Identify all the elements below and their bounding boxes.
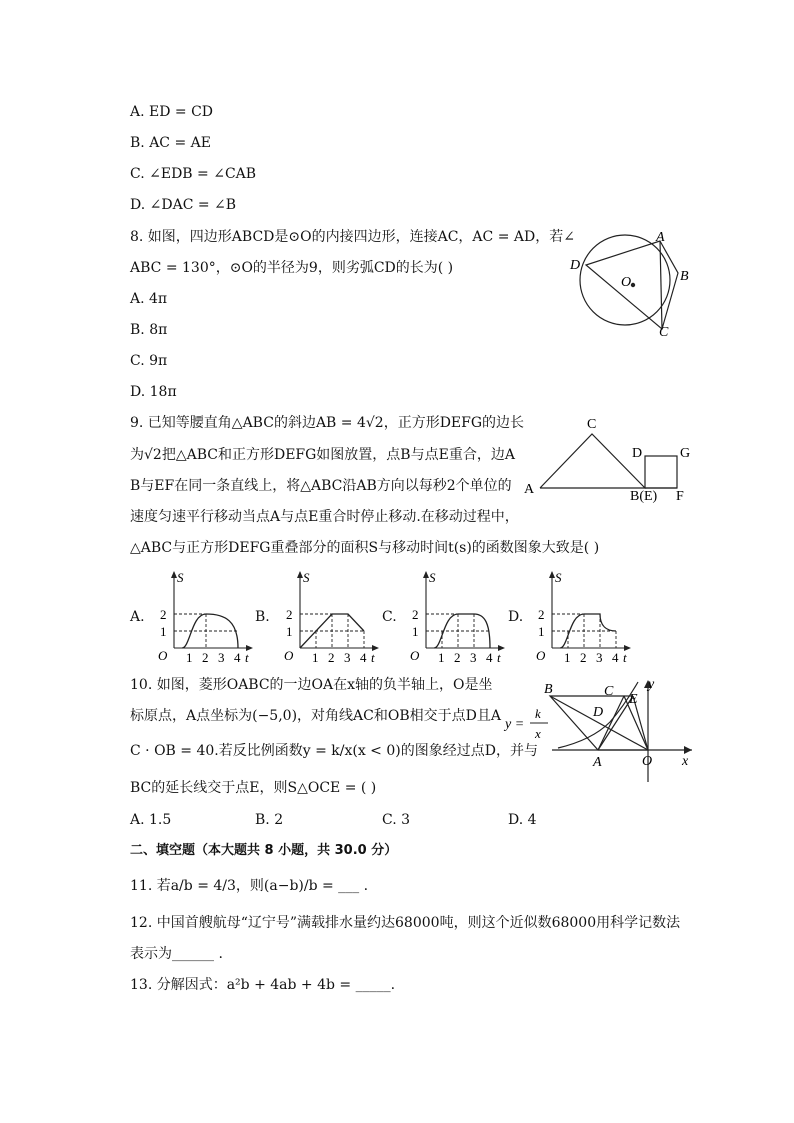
q9-label-f: F xyxy=(676,489,684,504)
q8-circle-figure xyxy=(565,228,700,343)
q9-graph-c-ytick-2: 2 xyxy=(412,607,419,622)
q9-graph-a-ytick-1: 1 xyxy=(160,624,167,639)
q9-graph-c-xtick-3: 3 xyxy=(470,650,477,665)
q10-label-o: O xyxy=(642,754,653,769)
q9-graph-a-origin: O xyxy=(158,648,168,663)
section-2-heading: 二、填空题（本大题共 8 小题，共 30.0 分） xyxy=(130,843,398,858)
q7-option-c: C. ∠EDB = ∠CAB xyxy=(130,166,257,182)
q12-stem-line1: 12. 中国首艘航母“辽宁号”满载排水量约达68000吨，则这个近似数68000用科学记数法 xyxy=(130,915,681,931)
q9-graph-a-xtick-4: 4 xyxy=(234,650,241,665)
q9-label-a: A xyxy=(524,482,535,497)
q9-graph-a-xtick-2: 2 xyxy=(202,650,209,665)
q9-graph-c-xtick-2: 2 xyxy=(454,650,461,665)
q9-graph-d-ytick-1: 1 xyxy=(538,624,545,639)
q9-choice-d-letter: D. xyxy=(508,609,524,625)
q9-graph-d-origin: O xyxy=(536,648,546,663)
q10-option-d: D. 4 xyxy=(508,812,537,828)
q9-graph-c-xtick-1: 1 xyxy=(438,650,445,665)
q10-label-a: A xyxy=(593,755,602,770)
q7-option-d: D. ∠DAC = ∠B xyxy=(130,197,237,213)
q8-stem-line2: ABC = 130°，⊙O的半径为9，则劣弧CD的长为( ) xyxy=(130,260,454,276)
q9-choice-c-letter: C. xyxy=(382,609,397,625)
q9-stem-line4: 速度匀速平行移动当点A与点E重合时停止移动.在移动过程中， xyxy=(130,509,519,525)
q9-graph-b-xtick-1: 1 xyxy=(312,650,319,665)
q12-stem-line2: 表示为______ . xyxy=(130,946,223,962)
q9-graph-b-xtick-3: 3 xyxy=(344,650,351,665)
q9-label-be: B(E) xyxy=(630,489,658,504)
q9-graph-b-s-label: S xyxy=(303,570,310,585)
q9-choice-a-letter: A. xyxy=(130,609,145,625)
q8-option-b: B. 8π xyxy=(130,322,168,338)
q8-label-b: B xyxy=(680,269,689,284)
q10-label-e: E xyxy=(629,692,638,707)
q9-graph-c-origin: O xyxy=(410,648,420,663)
q8-label-a: A xyxy=(656,230,665,245)
q9-graph-c-xtick-4: 4 xyxy=(486,650,493,665)
q10-stem-line4: BC的延长线交于点E，则S△OCE = ( ) xyxy=(130,780,377,796)
q9-graph-a-ytick-2: 2 xyxy=(160,607,167,622)
q10-option-b: B. 2 xyxy=(255,812,284,828)
q9-graph-b-ytick-1: 1 xyxy=(286,624,293,639)
q9-graph-a-xtick-3: 3 xyxy=(218,650,225,665)
q8-option-d: D. 18π xyxy=(130,384,177,400)
q9-graph-b xyxy=(278,566,386,666)
q9-graph-b-xtick-2: 2 xyxy=(328,650,335,665)
q9-label-c: C xyxy=(587,417,597,432)
q9-graph-c-s-label: S xyxy=(429,570,436,585)
q8-option-c: C. 9π xyxy=(130,353,168,369)
q10-func-num: k xyxy=(535,706,541,721)
q10-func-lhs: y = xyxy=(505,717,525,732)
q9-graph-c xyxy=(404,566,512,666)
q10-label-d: D xyxy=(593,705,604,720)
q9-graph-d-xtick-1: 1 xyxy=(564,650,571,665)
q9-stem-line3: B与EF在同一条直线上，将△ABC沿AB方向以每秒2个单位的 xyxy=(130,478,512,494)
q9-graph-b-origin: O xyxy=(284,648,294,663)
q9-triangle-figure xyxy=(520,412,700,504)
q7-option-a: A. ED = CD xyxy=(130,104,214,120)
q10-option-a: A. 1.5 xyxy=(130,812,172,828)
q9-label-d: D xyxy=(632,446,643,461)
q10-rhombus-figure xyxy=(502,672,698,784)
q11-stem: 11. 若a/b = 4/3，则(a−b)/b = ___ . xyxy=(130,878,369,894)
q9-graph-c-ytick-1: 1 xyxy=(412,624,419,639)
q10-label-x: x xyxy=(682,754,689,769)
q7-option-b: B. AC = AE xyxy=(130,135,211,151)
q9-stem-line1: 9. 已知等腰直角△ABC的斜边AB = 4√2，正方形DEFG的边长 xyxy=(130,415,525,431)
q8-option-a: A. 4π xyxy=(130,291,168,307)
q9-graph-d xyxy=(530,566,638,666)
q9-graph-d-xtick-4: 4 xyxy=(612,650,619,665)
q10-func-den: x xyxy=(535,726,541,741)
q9-graph-d-ytick-2: 2 xyxy=(538,607,545,622)
q9-graph-b-t-label: t xyxy=(371,650,375,665)
q10-label-y: y xyxy=(648,677,655,692)
q8-label-o: O xyxy=(621,275,632,290)
q9-stem-line2: 为√2把△ABC和正方形DEFG如图放置，点B与点E重合，边A xyxy=(130,447,515,463)
q9-label-g: G xyxy=(680,446,691,461)
q9-graph-a xyxy=(152,566,260,666)
q10-stem-line1: 10. 如图，菱形OABC的一边OA在x轴的负半轴上，O是坐 xyxy=(130,677,493,693)
q13-stem: 13. 分解因式：a²b + 4ab + 4b = _____. xyxy=(130,977,396,993)
q9-graph-b-xtick-4: 4 xyxy=(360,650,367,665)
q8-label-d: D xyxy=(570,258,581,273)
q9-graph-d-xtick-2: 2 xyxy=(580,650,587,665)
q10-label-b: B xyxy=(544,682,553,697)
q9-graph-c-t-label: t xyxy=(497,650,501,665)
q10-stem-line3: C · OB = 40.若反比例函数y = k/x(x < 0)的图象经过点D，并与 xyxy=(130,743,538,759)
q9-stem-line5: △ABC与正方形DEFG重叠部分的面积S与移动时间t(s)的函数图象大致是( ) xyxy=(130,540,600,556)
q9-graph-d-s-label: S xyxy=(555,570,562,585)
q9-graph-d-xtick-3: 3 xyxy=(596,650,603,665)
q9-graph-a-s-label: S xyxy=(177,570,184,585)
q9-graph-a-t-label: t xyxy=(245,650,249,665)
q9-choice-b-letter: B. xyxy=(255,609,270,625)
q9-graph-a-xtick-1: 1 xyxy=(186,650,193,665)
q8-stem-line1: 8. 如图，四边形ABCD是⊙O的内接四边形，连接AC，AC = AD，若∠ xyxy=(130,229,575,245)
q10-stem-line2: 标原点，A点坐标为(−5,0)，对角线AC和OB相交于点D且A xyxy=(130,708,501,724)
q8-label-c: C xyxy=(659,325,669,340)
q10-option-c: C. 3 xyxy=(382,812,411,828)
q9-graph-b-ytick-2: 2 xyxy=(286,607,293,622)
q9-graph-d-t-label: t xyxy=(623,650,627,665)
q10-label-c: C xyxy=(604,684,614,699)
